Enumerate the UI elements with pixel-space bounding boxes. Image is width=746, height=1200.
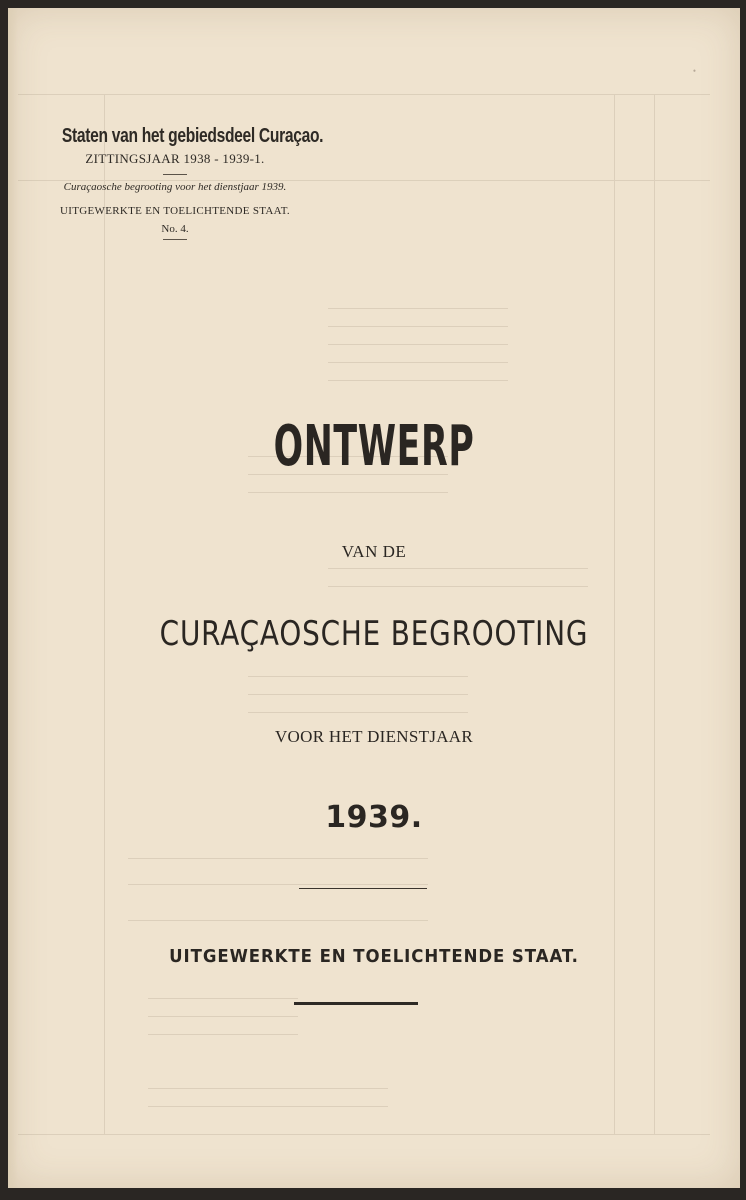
- statement-subtitle: UITGEWERKTE EN TOELICHTENDE STAAT.: [60, 205, 290, 217]
- states-title: Staten van het gebiedsdeel Curaçao.: [61, 125, 324, 147]
- document-header: [30, 124, 324, 245]
- budget-title: CURAÇAOSCHE BEGROOTING: [159, 614, 589, 654]
- statement-title: UITGEWERKTE EN TOELICHTENDE STAAT.: [169, 946, 579, 967]
- session-year: ZITTINGSJAAR 1938 - 1939-1.: [85, 151, 265, 166]
- section-divider-thin: [299, 888, 427, 889]
- section-divider-thick: [294, 1002, 418, 1005]
- document-number: No. 4.: [161, 223, 189, 235]
- page-corner-mark: •: [692, 66, 696, 76]
- begrooting-subtitle: Curaçaosche begrooting voor het dienstjaar 1939.: [63, 181, 287, 193]
- main-title: ONTWERP: [273, 414, 475, 479]
- number-divider: [163, 239, 187, 240]
- document-page: [8, 8, 740, 1188]
- fiscal-year-label: VOOR HET DIENSTJAAR: [274, 727, 474, 746]
- header-divider: [163, 174, 187, 175]
- page-binding-edge: [8, 8, 18, 1188]
- fiscal-year: 1939.: [325, 800, 423, 835]
- van-de-line: VAN DE: [341, 542, 407, 561]
